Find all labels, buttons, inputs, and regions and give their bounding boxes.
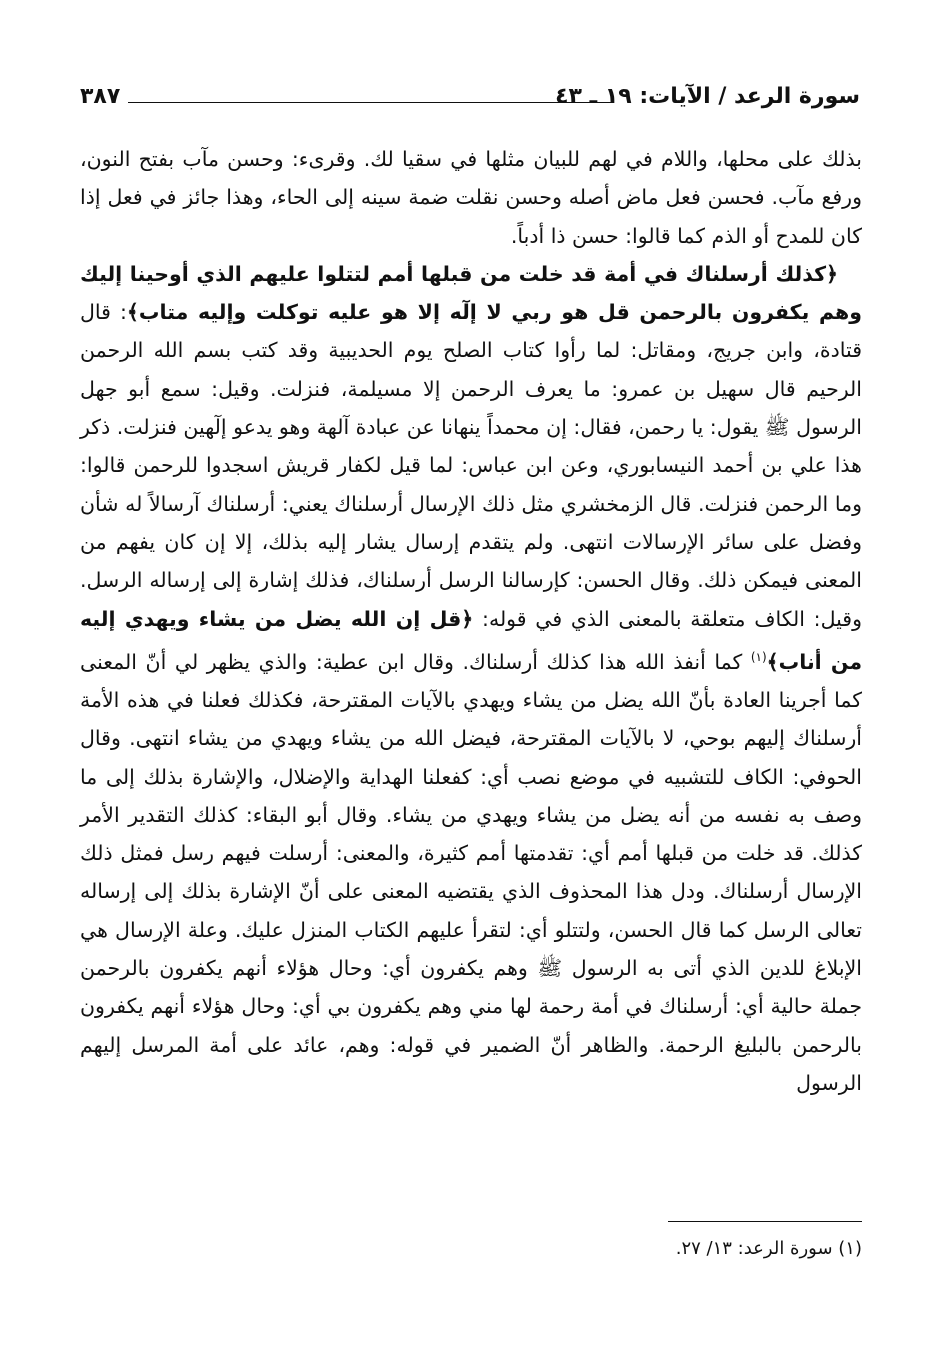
commentary-text: : قال قتادة، وابن جريج، ومقاتل: لما رأوا كتاب الصلح يوم الحديبية وقد كتب بسم الله الرحمن الرحيم قال سهيل بن عمرو: ما يعرف الرحمن إلا مسيلمة، فنزلت. وقيل: سمع أبو جهل الرسول ﷺ يقول: يا رحمن، فقال: إن محمداً ينهانا عن عبادة آلهة وهو يدعو إلٓهين فنزلت. ذكر هذا علي بن أحمد النيسابوري، وعن ابن عباس: لما قيل لكفار قريش اسجدوا للرحمن قالوا: وما الرحمن فنزلت. قال الزمخشري مثل ذلك الإرسال أرسلناك يعني: أرسلناك آرسالاً له شأن وفضل على سائر الإرسالات انتهى. ولم يتقدم إرسال يشار إليه بذلك، إلا إن كان يفهم من المعنى فيمكن ذلك. وقال الحسن: كإرسالنا الرسل أرسلناك، فذلك إشارة إلى إرساله الرسل. وقيل: الكاف متعلقة بالمعنى الذي في قوله: — [80, 300, 862, 631]
quran-verse: ﴿كذلك أرسلناك في أمة قد خلت من قبلها أمم لتتلوا عليهم الذي أوحينا إليك وهم يكفرون بالرحمن قل هو ربي لا إلٓه إلا هو عليه توكلت وإليه متاب﴾ — [80, 261, 862, 325]
paragraph-2 — [80, 255, 862, 1102]
paragraph-1: بذلك على محلها، واللام في لهم للبيان مثلها في سقيا لك. وقرىء: وحسن مآب بفتح النون، ورفع مآب. فحسن فعل ماض أصله وحسن نقلت ضمة سينه إلى الحاء، وهذا جائز في فعل إذا كان للمدح أو الذم كما قالوا: حسن ذا أدباً. — [80, 147, 862, 248]
commentary-text-2: كما أنفذ الله هذا كذلك أرسلناك. وقال ابن عطية: والذي يظهر لي أنّ المعنى كما أجرينا العادة بأنّ الله يضل من يشاء ويهدي بالآيات المقترحة، فكذلك فعلنا في هذه الأمة أرسلناك إليهم بوحي، لا بالآيات المقترحة، فيضل الله من يشاء ويهدي من يشاء انتهى. وقال الحوفي: الكاف للتشبيه في موضع نصب أي: كفعلنا الهداية والإضلال، والإشارة بذلك إلى ما وصف به نفسه من أنه يضل من يشاء ويهدي من يشاء. وقال أبو البقاء: كذلك التقدير الأمر كذلك. قد خلت من قبلها أمم أي: تقدمتها أمم كثيرة، والمعنى: أرسلت فيهم رسل فمثل ذلك الإرسال أرسلناك. ودل هذا المحذوف الذي يقتضيه المعنى على أنّ الإشارة بذلك إلى إرساله تعالى الرسل كما قال الحسن، ولتتلو أي: لتقرأ عليهم الكتاب المنزل عليك. وعلة الإرسال هي الإبلاغ للدين الذي أتى به الرسول ﷺ وهم يكفرون أي: وحال هؤلاء أنهم يكفرون بالرحمن جملة حالية أي: أرسلناك في أمة رحمة لها مني وهم يكفرون بي أي: وحال هؤلاء أنهم يكفرون بالرحمن بالبليغ الرحمة. والظاهر أنّ الضمير في قوله: وهم، عائد على أمة المرسل إليهم الرسول — [80, 649, 862, 1095]
footnote-rule — [668, 1221, 862, 1222]
main-text — [80, 140, 862, 1102]
page-header — [80, 80, 860, 120]
header-rule — [128, 102, 612, 103]
quran-verse-2: ﴿قل إن الله يضل من يشاء ويهدي إليه من أناب﴾ — [80, 606, 863, 674]
footnote: (١) سورة الرعد: ١٣/ ٢٧. — [675, 1238, 862, 1259]
running-title: سورة الرعد / الآيات: ١٩ ـ ٤٣ — [555, 84, 860, 109]
page-number: ٣٨٧ — [80, 84, 121, 109]
footnote-marker: (١) — [750, 649, 767, 664]
